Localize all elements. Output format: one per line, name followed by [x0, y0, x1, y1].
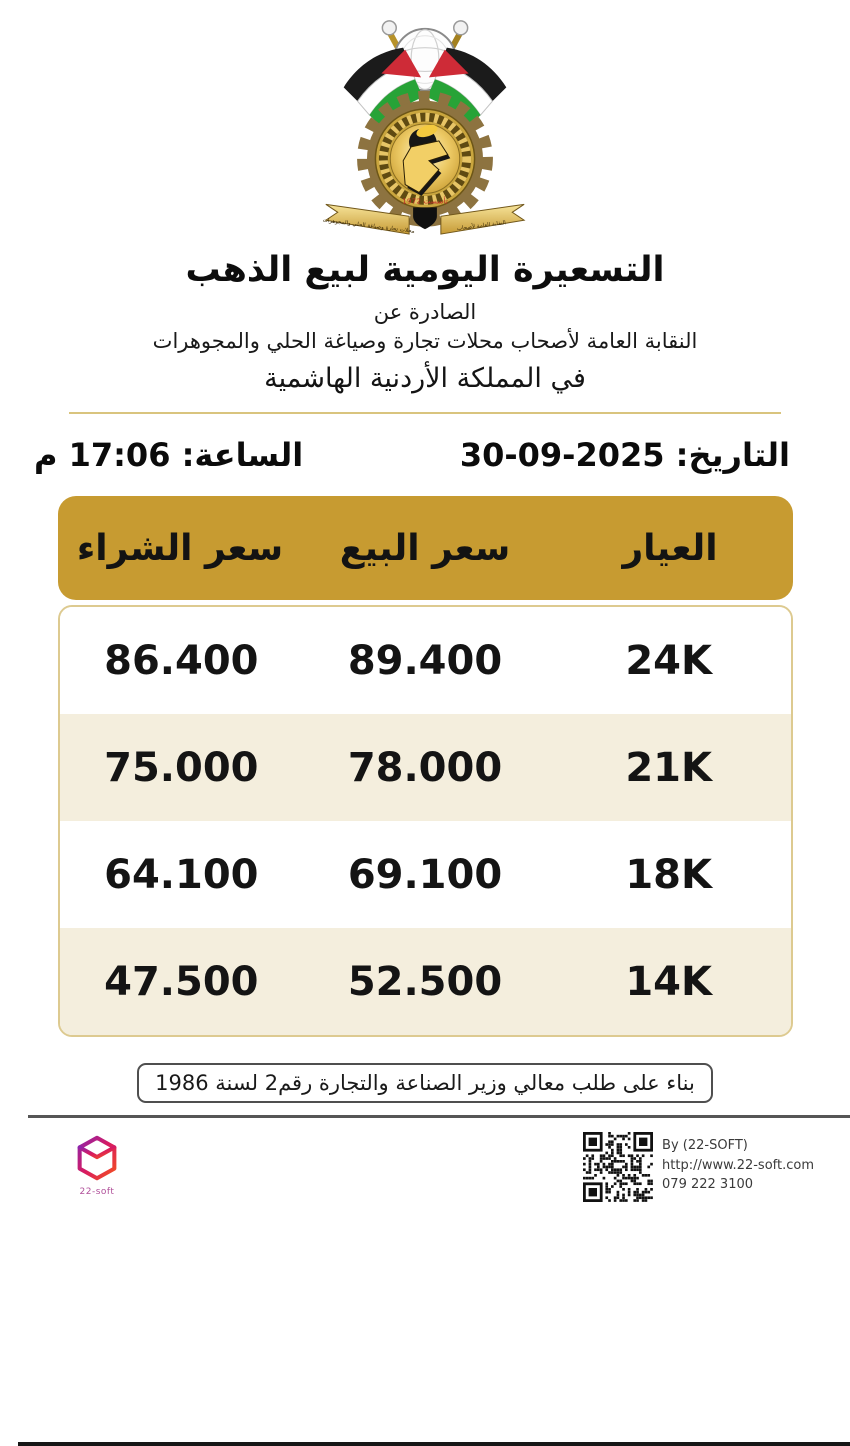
footer [0, 1118, 850, 1202]
karat-value: 18K [625, 851, 712, 898]
date-label: التاريخ: [675, 436, 790, 474]
syndicate-crest-logo [306, 8, 544, 246]
gold-price-table [58, 496, 793, 1037]
date-value: 30-09-2025 [459, 436, 665, 474]
crest-est-year: تأسست 1972 [402, 196, 448, 206]
cube-logo-icon [70, 1132, 124, 1186]
qr-code-icon [583, 1132, 653, 1202]
buy-price-value: 75.000 [104, 744, 259, 791]
phone-number: 079 222 3100 [662, 1177, 754, 1192]
sell-price-value: 69.100 [347, 851, 503, 898]
karat-value: 21K [625, 744, 712, 791]
sell-price-value: 78.000 [347, 744, 503, 791]
byline: By (22-SOFT) [662, 1138, 748, 1153]
sell-price-value: 89.400 [347, 637, 503, 684]
contact-text [662, 1132, 814, 1195]
date-field [460, 436, 790, 474]
qr-contact-block [583, 1132, 814, 1202]
page-title: التسعيرة اليومية لبيع الذهب [185, 250, 665, 290]
gold-divider [69, 412, 781, 414]
column-header-sell-price: سعر البيع [339, 527, 511, 569]
time-label: الساعة: [181, 436, 304, 474]
crest-container [0, 0, 850, 246]
table-body [58, 605, 793, 1037]
buy-price-value: 47.500 [104, 958, 259, 1005]
datetime-row [0, 436, 850, 474]
karat-value: 14K [625, 958, 712, 1005]
buy-price-value: 86.400 [104, 637, 259, 684]
ribbon-left-text: محلات تجارة وصياغة الحلي والمجوهرات [322, 217, 415, 235]
table-row-18k [60, 821, 791, 928]
table-header-row [58, 496, 793, 600]
bottom-edge-bar [18, 1442, 850, 1446]
table-row-24k [60, 607, 791, 714]
time-suffix: م [34, 436, 58, 474]
column-header-buy-price: سعر الشراء [76, 527, 284, 569]
ribbon-right-text: النقابة العامة لأصحاب [456, 220, 507, 233]
website-url: http://www.22-soft.com [662, 1157, 814, 1173]
time-value: 17:06 [68, 436, 171, 474]
time-field [34, 436, 303, 474]
table-row-14k [60, 928, 791, 1035]
issued-by-line1: الصادرة عن [373, 300, 477, 324]
maker-caption: 22-soft [79, 1187, 115, 1197]
column-header-karat: العيار [622, 527, 718, 569]
karat-value: 24K [625, 637, 712, 684]
sell-price-value: 52.500 [347, 958, 503, 1005]
maker-logo-block [62, 1132, 132, 1197]
issued-by-line3: في المملكة الأردنية الهاشمية [264, 363, 586, 394]
issued-by-line2: النقابة العامة لأصحاب محلات تجارة وصياغة الحلي والمجوهرات [152, 329, 698, 353]
table-row-21k [60, 714, 791, 821]
legal-note: بناء على طلب معالي وزير الصناعة والتجارة رقم2 لسنة 1986 [137, 1063, 713, 1103]
buy-price-value: 64.100 [104, 851, 259, 898]
